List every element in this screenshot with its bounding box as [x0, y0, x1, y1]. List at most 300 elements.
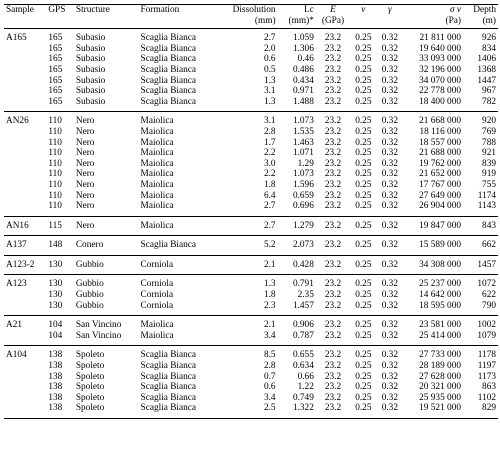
col-header-gps: GPS — [48, 5, 66, 15]
e-cell: 23.2 — [324, 64, 342, 75]
gps-cell: 130 — [48, 279, 63, 290]
table-row — [4, 44, 498, 55]
gps-cell: 130 — [48, 290, 63, 301]
nu-cell: 0.25 — [355, 54, 372, 65]
formation-cell: Scaglia Bianca — [140, 371, 197, 382]
table-row — [4, 403, 498, 418]
dissolution-cell: 2.0 — [263, 43, 276, 54]
structure-cell: Spoleto — [75, 382, 105, 393]
col-header-gamma: γ — [388, 5, 392, 15]
formation-cell: Corniola — [140, 290, 174, 301]
table-row — [4, 138, 498, 149]
formation-cell: Maiolica — [140, 148, 174, 159]
lc-cell: 1.306 — [292, 43, 314, 54]
structure-cell: Subasio — [75, 86, 106, 97]
sigma-v-cell: 34 308 000 — [419, 259, 461, 270]
sigma-v-cell: 18 595 000 — [419, 300, 461, 311]
table-row — [4, 65, 498, 76]
gps-cell: 165 — [48, 75, 63, 86]
lc-cell: 0.428 — [292, 259, 314, 270]
lc-cell: 1.596 — [292, 179, 314, 190]
e-cell: 23.2 — [324, 43, 342, 54]
dissolution-cell: 2.7 — [263, 201, 276, 212]
gps-cell: 104 — [48, 320, 63, 331]
formation-cell: Scaglia Bianca — [140, 240, 197, 251]
gps-cell: 110 — [48, 158, 62, 169]
gamma-cell: 0.32 — [381, 201, 398, 212]
formation-cell: Scaglia Bianca — [140, 64, 197, 75]
gps-cell: 110 — [48, 190, 62, 201]
depth-cell: 1174 — [477, 190, 496, 201]
gamma-cell: 0.32 — [381, 86, 398, 97]
dissolution-cell: 1.8 — [263, 179, 276, 190]
e-cell: 23.2 — [324, 179, 342, 190]
sample-group — [4, 346, 498, 419]
e-cell: 23.2 — [324, 148, 342, 159]
col-header-nu: ν — [361, 5, 366, 15]
depth-cell: 843 — [482, 220, 496, 231]
sample-cell: A123 — [6, 279, 27, 290]
formation-cell: Scaglia Bianca — [140, 75, 197, 86]
depth-cell: 662 — [482, 240, 496, 251]
gps-cell: 115 — [48, 220, 62, 231]
dissolution-cell: 1.8 — [263, 290, 276, 301]
sample-cell — [4, 76, 46, 87]
gps-cell: 138 — [48, 403, 63, 414]
table-row — [4, 148, 498, 159]
sample-cell — [4, 159, 46, 170]
formation-cell: Scaglia Bianca — [140, 33, 197, 44]
depth-cell: 788 — [482, 137, 496, 148]
structure-cell: Nero — [75, 158, 95, 169]
sigma-v-cell: 25 237 000 — [419, 279, 461, 290]
nu-cell: 0.25 — [355, 371, 372, 382]
sigma-v-cell: 18 116 000 — [419, 126, 461, 137]
sigma-v-cell: 27 649 000 — [419, 190, 461, 201]
gamma-cell: 0.32 — [381, 259, 398, 270]
lc-cell: 1.059 — [292, 33, 314, 44]
formation-cell: Maiolica — [140, 169, 174, 180]
depth-cell: 622 — [482, 290, 496, 301]
depth-cell: 863 — [482, 382, 496, 393]
dissolution-cell: 1.3 — [263, 279, 276, 290]
e-cell: 23.2 — [324, 33, 342, 44]
depth-cell: 921 — [482, 148, 496, 159]
nu-cell: 0.25 — [355, 350, 372, 361]
gamma-cell: 0.32 — [381, 116, 398, 127]
formation-cell: Maiolica — [140, 320, 174, 331]
depth-cell: 755 — [482, 179, 496, 190]
dissolution-cell: 1.7 — [263, 137, 276, 148]
sigma-v-cell: 25 935 000 — [419, 392, 461, 403]
dissolution-cell: 6.4 — [263, 190, 276, 201]
structure-cell: Nero — [75, 137, 95, 148]
structure-cell: San Vincino — [75, 330, 122, 341]
sample-group — [4, 316, 498, 346]
structure-cell: Subasio — [75, 43, 106, 54]
sigma-v-cell: 19 521 000 — [419, 403, 461, 414]
dissolution-cell: 2.7 — [263, 220, 276, 231]
structure-cell: Gubbio — [75, 290, 104, 301]
lc-cell: 2.35 — [297, 290, 314, 301]
gps-cell: 148 — [48, 240, 63, 251]
gamma-cell: 0.32 — [381, 371, 398, 382]
dissolution-cell: 2.2 — [263, 169, 276, 180]
gps-cell: 110 — [48, 148, 62, 159]
formation-cell: Corniola — [140, 259, 174, 270]
sample-cell: AN26 — [6, 116, 29, 127]
nu-cell: 0.25 — [355, 169, 372, 180]
data-table — [4, 4, 498, 419]
dissolution-cell: 3.0 — [263, 158, 276, 169]
sigma-v-cell: 34 070 000 — [419, 75, 461, 86]
sigma-v-cell: 14 642 000 — [419, 290, 461, 301]
gamma-cell: 0.32 — [381, 361, 398, 372]
table-header — [4, 5, 498, 29]
col-header-structure: Structure — [75, 5, 110, 15]
nu-cell: 0.25 — [355, 137, 372, 148]
nu-cell: 0.25 — [355, 158, 372, 169]
col-header-sigma-v: σ v (Pa) — [445, 5, 461, 26]
col-header-e: E (GPa) — [321, 5, 345, 26]
sigma-v-cell: 19 847 000 — [419, 220, 461, 231]
nu-cell: 0.25 — [355, 64, 372, 75]
e-cell: 23.2 — [324, 371, 342, 382]
gamma-cell: 0.32 — [381, 137, 398, 148]
depth-cell: 782 — [482, 96, 496, 107]
dissolution-cell: 2.1 — [263, 259, 276, 270]
sample-cell — [4, 138, 46, 149]
formation-cell: Maiolica — [140, 116, 174, 127]
lc-cell: 0.634 — [292, 361, 314, 372]
gamma-cell: 0.32 — [381, 96, 398, 107]
depth-cell: 1178 — [477, 350, 496, 361]
formation-cell: Scaglia Bianca — [140, 96, 197, 107]
depth-cell: 1102 — [477, 392, 496, 403]
nu-cell: 0.25 — [355, 190, 372, 201]
sigma-v-cell: 20 321 000 — [419, 382, 461, 393]
depth-cell: 1143 — [477, 201, 496, 212]
dissolution-cell: 2.8 — [263, 126, 276, 137]
lc-cell: 1.22 — [297, 382, 314, 393]
structure-cell: Spoleto — [75, 361, 105, 372]
gamma-cell: 0.32 — [381, 300, 398, 311]
table-row — [4, 275, 498, 290]
table-row — [4, 255, 498, 275]
sample-cell — [4, 54, 46, 65]
e-cell: 23.2 — [324, 259, 342, 270]
sigma-v-cell: 22 778 000 — [419, 86, 461, 97]
dissolution-cell: 2.5 — [263, 403, 276, 414]
dissolution-cell: 3.1 — [263, 86, 276, 97]
lc-cell: 0.971 — [292, 86, 314, 97]
e-cell: 23.2 — [324, 158, 342, 169]
col-header-depth: Depth (m) — [473, 5, 496, 26]
formation-cell: Maiolica — [140, 137, 174, 148]
gps-cell: 138 — [48, 382, 63, 393]
lc-cell: 0.659 — [292, 190, 314, 201]
sample-cell: A21 — [6, 320, 23, 331]
depth-cell: 1447 — [477, 75, 496, 86]
gamma-cell: 0.32 — [381, 158, 398, 169]
gamma-cell: 0.32 — [381, 179, 398, 190]
depth-cell: 1002 — [477, 320, 496, 331]
nu-cell: 0.25 — [355, 220, 372, 231]
e-cell: 23.2 — [324, 116, 342, 127]
e-cell: 23.2 — [324, 86, 342, 97]
gps-cell: 138 — [48, 371, 63, 382]
depth-cell: 1173 — [477, 371, 496, 382]
sample-group — [4, 255, 498, 275]
col-header-formation: Formation — [140, 5, 180, 15]
gamma-cell: 0.32 — [381, 330, 398, 341]
e-cell: 23.2 — [324, 392, 342, 403]
sigma-v-cell: 25 414 000 — [419, 330, 461, 341]
structure-cell: Nero — [75, 179, 95, 190]
dissolution-cell: 2.7 — [263, 33, 276, 44]
structure-cell: Nero — [75, 220, 95, 231]
gamma-cell: 0.32 — [381, 190, 398, 201]
lc-cell: 1.073 — [292, 169, 314, 180]
sample-cell: A123-2 — [6, 259, 35, 270]
gps-cell: 165 — [48, 64, 63, 75]
table-row — [4, 393, 498, 404]
table-row — [4, 112, 498, 127]
sample-cell — [4, 44, 46, 55]
formation-cell: Scaglia Bianca — [140, 43, 197, 54]
table-row — [4, 29, 498, 44]
gamma-cell: 0.32 — [381, 75, 398, 86]
formation-cell: Corniola — [140, 279, 174, 290]
sigma-v-cell: 23 581 000 — [419, 320, 461, 331]
structure-cell: Nero — [75, 190, 95, 201]
gamma-cell: 0.32 — [381, 220, 398, 231]
structure-cell: Nero — [75, 126, 95, 137]
sample-cell — [4, 361, 46, 372]
formation-cell: Maiolica — [140, 330, 174, 341]
nu-cell: 0.25 — [355, 75, 372, 86]
table-row — [4, 76, 498, 87]
e-cell: 23.2 — [324, 201, 342, 212]
sigma-v-cell: 19 762 000 — [419, 158, 461, 169]
sample-cell — [4, 148, 46, 159]
structure-cell: Nero — [75, 116, 95, 127]
lc-cell: 1.488 — [292, 96, 314, 107]
table-row — [4, 86, 498, 97]
gps-cell: 110 — [48, 116, 62, 127]
sample-cell — [4, 191, 46, 202]
lc-cell: 0.434 — [292, 75, 314, 86]
sample-cell: A104 — [6, 350, 27, 361]
col-header-lc: Lc (mm)* — [288, 5, 314, 26]
sample-cell — [4, 372, 46, 383]
sample-cell — [4, 382, 46, 393]
table-row — [4, 361, 498, 372]
table-row — [4, 191, 498, 202]
sample-cell: A165 — [6, 33, 27, 44]
sample-cell: A137 — [6, 240, 27, 251]
dissolution-cell: 0.5 — [263, 64, 276, 75]
gamma-cell: 0.32 — [381, 126, 398, 137]
structure-cell: Subasio — [75, 33, 106, 44]
sample-group — [4, 112, 498, 216]
nu-cell: 0.25 — [355, 290, 372, 301]
dissolution-cell: 1.3 — [263, 75, 276, 86]
structure-cell: Subasio — [75, 54, 106, 65]
formation-cell: Scaglia Bianca — [140, 54, 197, 65]
sample-cell — [4, 180, 46, 191]
gps-cell: 130 — [48, 300, 63, 311]
formation-cell: Maiolica — [140, 190, 174, 201]
dissolution-cell: 2.2 — [263, 148, 276, 159]
formation-cell: Maiolica — [140, 179, 174, 190]
sigma-v-cell: 21 668 000 — [419, 116, 461, 127]
dissolution-cell: 0.7 — [263, 371, 276, 382]
gps-cell: 165 — [48, 96, 63, 107]
sigma-v-cell: 21 811 000 — [419, 33, 461, 44]
e-cell: 23.2 — [324, 361, 342, 372]
nu-cell: 0.25 — [355, 279, 372, 290]
structure-cell: Spoleto — [75, 403, 105, 414]
gps-cell: 138 — [48, 361, 63, 372]
table-row — [4, 316, 498, 331]
table-row — [4, 54, 498, 65]
depth-cell: 839 — [482, 158, 496, 169]
e-cell: 23.2 — [324, 403, 342, 414]
gps-cell: 110 — [48, 179, 62, 190]
lc-cell: 2.073 — [292, 240, 314, 251]
gps-cell: 110 — [48, 201, 62, 212]
sample-cell — [4, 201, 46, 216]
lc-cell: 0.696 — [292, 201, 314, 212]
lc-cell: 0.787 — [292, 330, 314, 341]
e-cell: 23.2 — [324, 220, 342, 231]
structure-cell: Subasio — [75, 75, 106, 86]
dissolution-cell: 3.4 — [263, 330, 276, 341]
formation-cell: Corniola — [140, 300, 174, 311]
table-row — [4, 290, 498, 301]
formation-cell: Maiolica — [140, 158, 174, 169]
lc-cell: 1.457 — [292, 300, 314, 311]
nu-cell: 0.25 — [355, 403, 372, 414]
nu-cell: 0.25 — [355, 300, 372, 311]
e-cell: 23.2 — [324, 240, 342, 251]
nu-cell: 0.25 — [355, 148, 372, 159]
gps-cell: 104 — [48, 330, 63, 341]
gamma-cell: 0.32 — [381, 320, 398, 331]
e-cell: 23.2 — [324, 300, 342, 311]
dissolution-cell: 0.6 — [263, 54, 276, 65]
structure-cell: Spoleto — [75, 392, 105, 403]
table-row — [4, 127, 498, 138]
dissolution-cell: 2.1 — [263, 320, 276, 331]
structure-cell: Conero — [75, 240, 104, 251]
gamma-cell: 0.32 — [381, 392, 398, 403]
structure-cell: Gubbio — [75, 300, 104, 311]
sample-cell — [4, 290, 46, 301]
formation-cell: Scaglia Bianca — [140, 403, 197, 414]
depth-cell: 769 — [482, 126, 496, 137]
e-cell: 23.2 — [324, 126, 342, 137]
sigma-v-cell: 21 652 000 — [419, 169, 461, 180]
nu-cell: 0.25 — [355, 126, 372, 137]
depth-cell: 967 — [482, 86, 496, 97]
sample-group — [4, 29, 498, 112]
gamma-cell: 0.32 — [381, 43, 398, 54]
e-cell: 23.2 — [324, 320, 342, 331]
sigma-v-cell: 32 196 000 — [419, 64, 461, 75]
table-row — [4, 169, 498, 180]
table-row — [4, 301, 498, 316]
e-cell: 23.2 — [324, 279, 342, 290]
lc-cell: 1.279 — [292, 220, 314, 231]
structure-cell: Spoleto — [75, 350, 105, 361]
sample-group — [4, 275, 498, 316]
col-header-sample: Sample — [6, 5, 34, 15]
table-row — [4, 159, 498, 170]
table-row — [4, 97, 498, 112]
nu-cell: 0.25 — [355, 116, 372, 127]
depth-cell: 1406 — [477, 54, 496, 65]
gps-cell: 130 — [48, 259, 63, 270]
structure-cell: Subasio — [75, 96, 106, 107]
dissolution-cell: 8.5 — [263, 350, 276, 361]
gps-cell: 110 — [48, 126, 62, 137]
sample-cell — [4, 393, 46, 404]
gamma-cell: 0.32 — [381, 382, 398, 393]
e-cell: 23.2 — [324, 54, 342, 65]
nu-cell: 0.25 — [355, 259, 372, 270]
nu-cell: 0.25 — [355, 382, 372, 393]
sample-group — [4, 236, 498, 256]
nu-cell: 0.25 — [355, 201, 372, 212]
sigma-v-cell: 27 628 000 — [419, 371, 461, 382]
table-row — [4, 382, 498, 393]
dissolution-cell: 3.4 — [263, 392, 276, 403]
table-row — [4, 216, 498, 236]
gps-cell: 110 — [48, 137, 62, 148]
depth-cell: 919 — [482, 169, 496, 180]
sigma-v-cell: 26 904 000 — [419, 201, 461, 212]
gps-cell: 165 — [48, 54, 63, 65]
sample-cell — [4, 86, 46, 97]
structure-cell: Gubbio — [75, 279, 104, 290]
structure-cell: Spoleto — [75, 371, 105, 382]
formation-cell: Maiolica — [140, 220, 174, 231]
table-row — [4, 180, 498, 191]
sample-cell — [4, 301, 46, 316]
e-cell: 23.2 — [324, 169, 342, 180]
nu-cell: 0.25 — [355, 33, 372, 44]
dissolution-cell: 2.8 — [263, 361, 276, 372]
depth-cell: 1079 — [477, 330, 496, 341]
nu-cell: 0.25 — [355, 86, 372, 97]
lc-cell: 1.071 — [292, 148, 314, 159]
structure-cell: Nero — [75, 169, 95, 180]
formation-cell: Scaglia Bianca — [140, 86, 197, 97]
sigma-v-cell: 18 400 000 — [419, 96, 461, 107]
e-cell: 23.2 — [324, 96, 342, 107]
gamma-cell: 0.32 — [381, 240, 398, 251]
lc-cell: 1.322 — [292, 403, 314, 414]
formation-cell: Scaglia Bianca — [140, 382, 197, 393]
formation-cell: Scaglia Bianca — [140, 350, 197, 361]
gamma-cell: 0.32 — [381, 350, 398, 361]
gamma-cell: 0.32 — [381, 148, 398, 159]
lc-cell: 0.655 — [292, 350, 314, 361]
depth-cell: 834 — [482, 43, 496, 54]
depth-cell: 829 — [482, 403, 496, 414]
